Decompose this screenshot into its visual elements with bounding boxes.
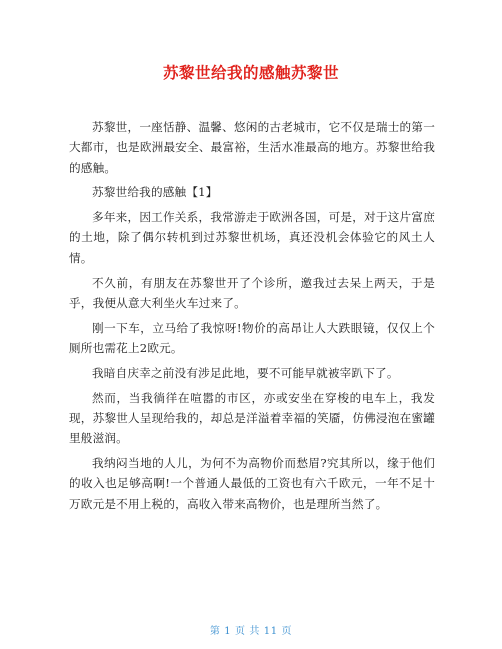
section-heading: 苏黎世给我的感触【1】	[92, 185, 218, 200]
paragraph: 不久前，有朋友在苏黎世开了个诊所，邀我过去呆上两天，于是乎，我便从意大利坐火车过来了。	[69, 275, 435, 310]
paragraph: 多年来，因工作关系，我常游走于欧洲各国，可是，对于这片富庶的土地，除了偶尔转机到过苏黎世机场，真还没机会体验它的风土人情。	[69, 210, 435, 265]
paragraph: 刚一下车，立马给了我惊呀!物价的高昂让人大跌眼镜，仅仅上个厕所也需花上2欧元。	[69, 320, 435, 355]
paragraph: 苏黎世，一座恬静、温馨、悠闲的古老城市，它不仅是瑞士的第一大都市，也是欧洲最安全、最富裕，生活水准最高的地方。苏黎世给我的感触。	[69, 120, 435, 175]
document-body	[69, 117, 435, 514]
paragraph: 我纳闷当地的人儿，为何不为高物价而愁眉?究其所以，缘于他们的收入也足够高啊!一个普通人最低的工资也有六千欧元，一年不足十万欧元是不用上税的，高收入带来高物价，也是理所当然了。	[69, 455, 435, 511]
page-number-footer: 第 1 页 共 11 页	[209, 626, 293, 637]
paragraph: 然而，当我徜徉在喧嚣的市区，亦或安坐在穿梭的电车上，我发现，苏黎世人呈现给我的，却总是洋溢着幸福的笑靥，仿佛浸泡在蜜罐里般滋润。	[69, 390, 435, 446]
paragraph: 我暗自庆幸之前没有涉足此地，要不可能早就被宰趴下了。	[92, 365, 399, 380]
document-title: 苏黎世给我的感触苏黎世	[162, 64, 339, 82]
